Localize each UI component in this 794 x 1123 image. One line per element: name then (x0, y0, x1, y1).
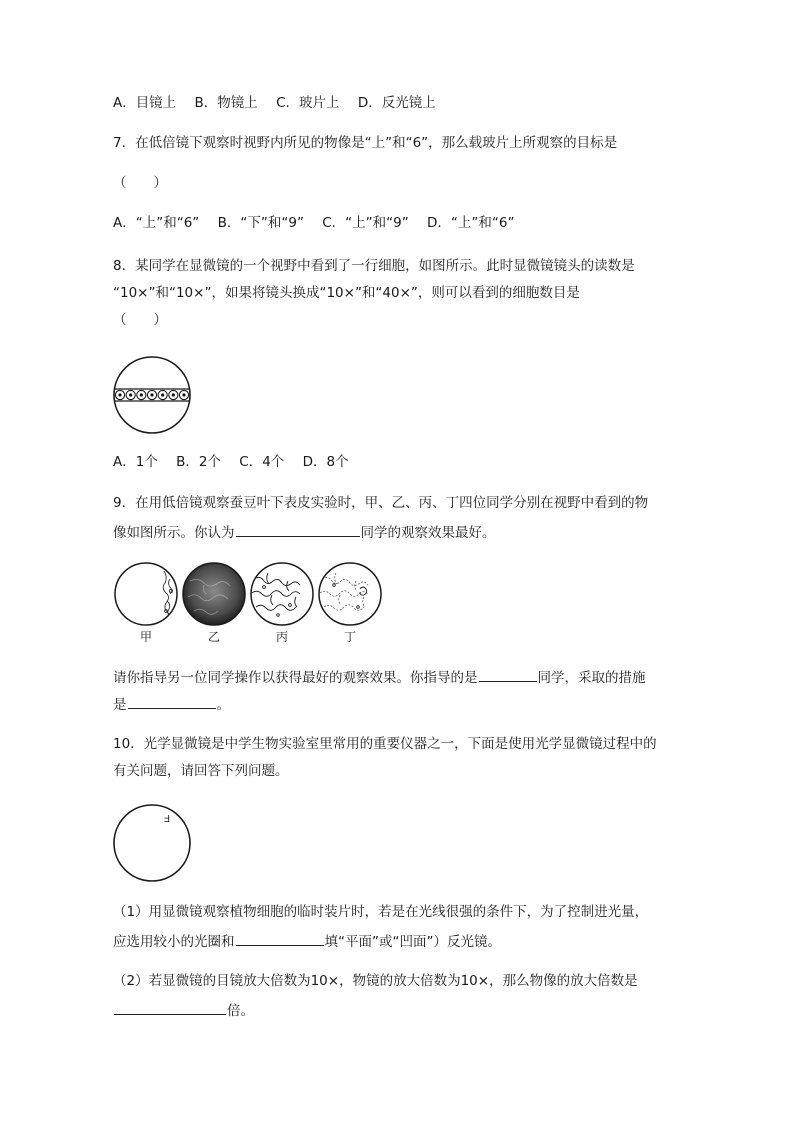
q7-option-a[interactable]: A．“上”和“6” (113, 215, 200, 231)
q8-cell-nucleus (161, 393, 164, 396)
q8-cell-nucleus (172, 393, 175, 396)
q8-stem-line1: 8．某同学在显微镜的一个视野中看到了一行细胞，如图所示。此时显微镜镜头的读数是 (113, 258, 635, 274)
q9-answer-blank-3[interactable] (128, 693, 216, 709)
q10-sub2-line2-end: 倍。 (227, 1003, 254, 1019)
q8-option-d[interactable]: D．8个 (302, 454, 349, 470)
q10-answer-blank-2[interactable] (114, 999, 226, 1015)
q9-stem-line2 (113, 521, 496, 542)
q9-field-ding (319, 563, 381, 625)
q7-option-c[interactable]: C．“上”和“9” (322, 215, 409, 231)
q9-follow-line2 (113, 693, 230, 714)
q7-options (113, 214, 515, 232)
q9-follow-line1-start: 请你指导另一位同学操作以获得最好的观察效果。你指导的是 (113, 670, 478, 686)
q8-cell-nucleus (182, 393, 185, 396)
q9-answer-blank-1[interactable] (236, 521, 360, 537)
q8-option-c[interactable]: C．4个 (239, 454, 285, 470)
q6-options (113, 94, 436, 112)
q7-stem: 7．在低倍镜下观察时视野内所见的物像是“上”和“6”，那么载玻片上所观察的目标是 (113, 135, 618, 151)
q8-cell-nucleus (150, 393, 153, 396)
q6-option-a[interactable]: A．目镜上 (113, 95, 177, 111)
q6-option-d[interactable]: D．反光镜上 (357, 95, 436, 111)
q9-field-yi (183, 563, 245, 625)
q9-answer-blank-2[interactable] (479, 666, 537, 682)
q9-label-yi: 乙 (208, 630, 221, 644)
q8-cell-nucleus (129, 393, 132, 396)
q9-label-jia: 甲 (140, 630, 153, 644)
q9-follow-line1-end: 同学，采取的措施 (537, 670, 646, 686)
q6-option-b[interactable]: B．物镜上 (194, 95, 258, 111)
q9-label-ding: 丁 (344, 630, 357, 644)
q10-stem-line1: 10．光学显微镜是中学生物实验室里常用的重要仪器之一，下面是使用光学显微镜过程中的 (113, 736, 657, 752)
q10-field-circle (114, 805, 190, 881)
q8-options (113, 453, 349, 471)
q9-stem-line2-end: 同学的观察效果最好。 (360, 525, 496, 541)
q9-follow-line2-end: 。 (216, 697, 230, 713)
q7-answer-paren: （ ） (113, 175, 167, 191)
q8-stem-line2: “10×”和“10×”，如果将镜头换成“10×”和“40×”，则可以看到的细胞数目是 (113, 285, 580, 301)
q10-sub2-line1: （2）若显微镜的目镜放大倍数为10×，物镜的放大倍数为10×，那么物像的放大倍数是 (113, 973, 638, 989)
q10-sub1-line2-start: 应选用较小的光圈和 (113, 934, 235, 950)
q10-inverted-letter: F (163, 812, 170, 823)
q9-label-bing: 丙 (276, 630, 289, 644)
q10-microscope-field-figure (112, 803, 192, 883)
q10-sub1-line1: （1）用显微镜观察植物细胞的临时装片时，若是在光线很强的条件下，为了控制进光量， (113, 904, 649, 920)
q9-stem-line2-start: 像如图所示。你认为 (113, 525, 235, 541)
q9-follow-line2-start: 是 (113, 697, 127, 713)
q9-field-bing (251, 563, 313, 625)
q8-option-b[interactable]: B．2个 (176, 454, 221, 470)
q8-cell-nucleus (140, 393, 143, 396)
q7-option-b[interactable]: B．“下”和“9” (217, 215, 304, 231)
q8-option-a[interactable]: A．1个 (113, 454, 158, 470)
q9-follow-line1 (113, 666, 646, 687)
q10-sub1-line2 (113, 930, 501, 951)
q6-option-c[interactable]: C．玻片上 (276, 95, 340, 111)
q10-sub1-line2-end: 填“平面”或“凹面”）反光镜。 (324, 934, 501, 950)
q9-field-jia (115, 563, 177, 625)
q10-stem-line2: 有关问题，请回答下列问题。 (113, 763, 289, 779)
q8-cell-row (115, 390, 188, 399)
q8-cell-nucleus (118, 393, 121, 396)
q9-stem-line1: 9．在用低倍镜观察蚕豆叶下表皮实验时，甲、乙、丙、丁四位同学分别在视野中看到的物 (113, 495, 649, 511)
q8-microscope-field-figure (112, 355, 192, 435)
q10-answer-blank-1[interactable] (236, 930, 324, 946)
q7-option-d[interactable]: D．“上”和“6” (427, 215, 515, 231)
q8-answer-paren: （ ） (113, 312, 167, 328)
q10-sub2-line2 (113, 999, 254, 1020)
